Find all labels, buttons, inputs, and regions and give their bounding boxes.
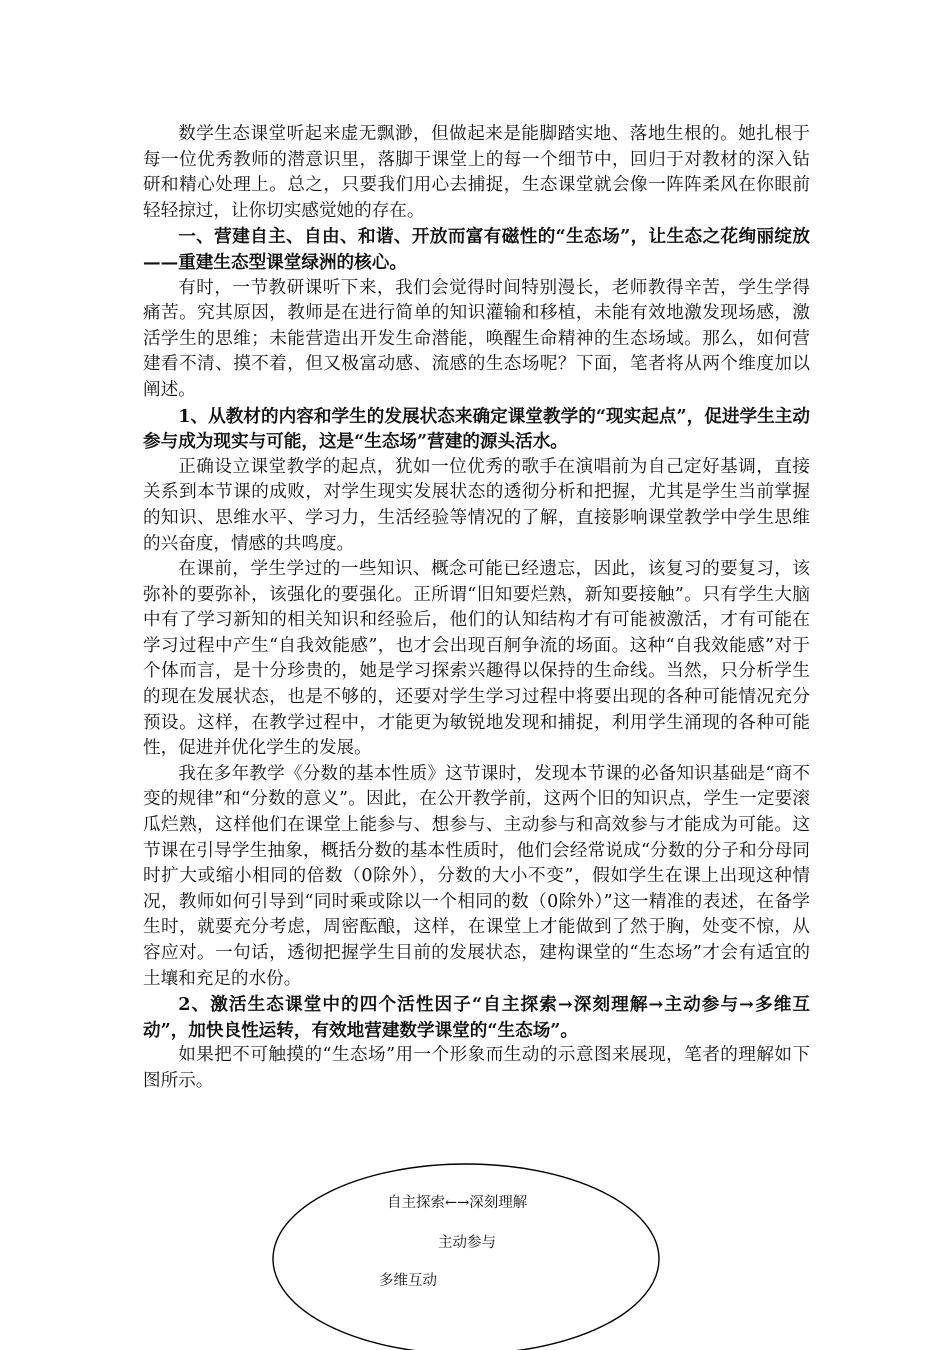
diagram-label-participate: 主动参与 <box>438 1235 496 1251</box>
body-paragraph: 我在多年教学《分数的基本性质》这节课时，发现本节课的必备知识基础是“商不变的规律”和“分数的意义”。因此，在公开教学前，这两个旧的知识点，学生一定要滚瓜烂熟，这样他们在课堂上能参与、想参与、主动参与和高效参与才能成为可能。这节课在引导学生抽象，概括分数的基本性质时，他们会经常说成“分数的分子和分母同时扩大或缩小相同的倍数（0除外），分数的大小不变”，假如学生在课上出现这种情况，教师如何引导到“同时乘或除以一个相同的数（0除外）”这一精准的表述，在备学生时，就要充分考虑，周密酝酿，这样，在课堂上才能做到了然于胸，处变不惊，从容应对。一句话，透彻把握学生目前的发展状态，建构课堂的“生态场”才会有适宜的土壤和充足的水份。 <box>143 763 810 989</box>
document-body <box>143 122 810 1095</box>
diagram-ellipse <box>272 1160 662 1350</box>
subsection-heading-1: 1、从教材的内容和学生的发展状态来确定课堂教学的“现实起点”，促进学生主动参与成为现实与可能，这是“生态场”营建的源头活水。 <box>143 405 810 453</box>
intro-paragraph: 数学生态课堂听起来虚无飘渺，但做起来是能脚踏实地、落地生根的。她扎根于每一位优秀教师的潜意识里，落脚于课堂上的每一个细节中，回归于对教材的深入钻研和精心处理上。总之，只要我们用心去捕捉，生态课堂就会像一阵阵柔风在你眼前轻轻掠过，让你切实感觉她的存在。 <box>143 124 810 221</box>
body-paragraph: 有时，一节教研课听下来，我们会觉得时间特别漫长，老师教得辛苦，学生学得痛苦。究其原因，教师是在进行简单的知识灌输和移植，未能有效地激发现场感，激活学生的思维；未能营造出开发生命潜能，唤醒生命精神的生态场域。那么，如何营建看不清、摸不着，但又极富动感、流感的生态场呢？下面，笔者将从两个维度加以阐述。 <box>143 277 810 400</box>
body-paragraph: 在课前，学生学过的一些知识、概念可能已经遗忘，因此，该复习的要复习，该弥补的要弥补，该强化的要强化。正所谓“旧知要烂熟，新知要接触”。只有学生大脑中有了学习新知的相关知识和经验后，他们的认知结构才有可能被激活，才有可能在学习过程中产生“自我效能感”，也才会出现百舸争流的场面。这种“自我效能感”对于个体而言，是十分珍贵的，她是学习探索兴趣得以保持的生命线。当然，只分析学生的现在发展状态，也是不够的，还要对学生学习过程中将要出现的各种可能情况充分预设。这样，在教学过程中，才能更为敏锐地发现和捕捉，利用学生涌现的各种可能性，促进并优化学生的发展。 <box>143 559 810 759</box>
subsection-heading-2: 2、激活生态课堂中的四个活性因子“自主探索→深刻理解→主动参与→多维互动”，加快良性运转，有效地营建数学课堂的“生态场”。 <box>143 994 810 1041</box>
diagram-label-explore-understand: 自主探索←→深刻理解 <box>387 1195 528 1211</box>
diagram-label-interact: 多维互动 <box>379 1273 437 1289</box>
section-heading-1: 一、营建自主、自由、和谐、开放而富有磁性的“生态场”，让生态之花绚丽绽放——重建生态型课堂绿洲的核心。 <box>143 226 810 273</box>
ecology-field-diagram <box>272 1160 662 1344</box>
body-paragraph: 正确设立课堂教学的起点，犹如一位优秀的歌手在演唱前为自己定好基调，直接关系到本节课的成败，对学生现实发展状态的透彻分析和把握，尤其是学生当前掌握的知识、思维水平、学习力，生活经验等情况的了解，直接影响课堂教学中学生思维的兴奋度，情感的共鸣度。 <box>143 456 810 554</box>
body-paragraph: 如果把不可触摸的“生态场”用一个形象而生动的示意图来展现，笔者的理解如下图所示。 <box>143 1045 810 1091</box>
